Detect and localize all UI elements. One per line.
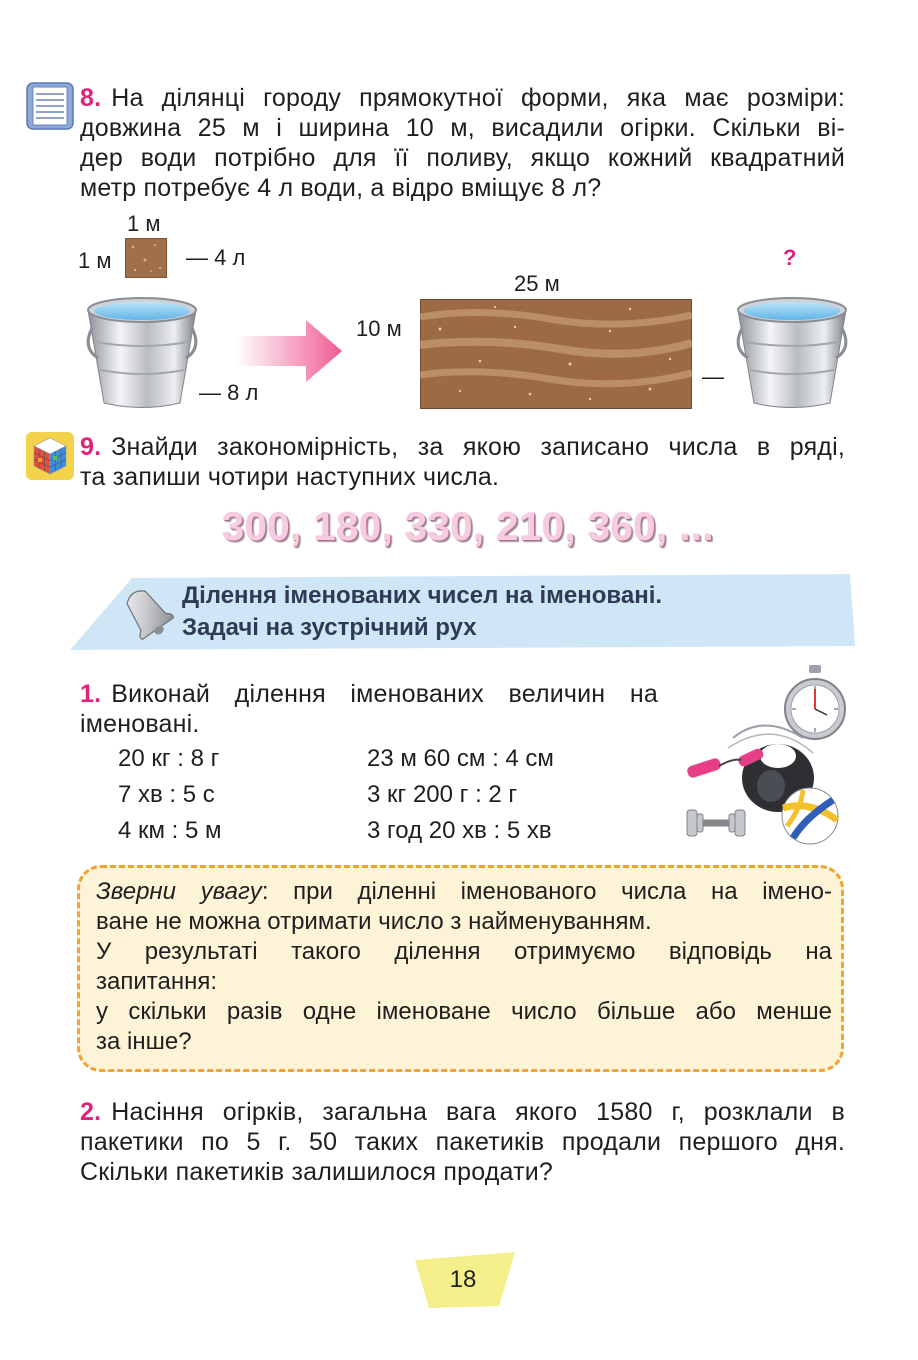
question-mark: ?	[783, 245, 797, 270]
rect-width-label: 10 м	[356, 316, 402, 341]
expression: 3 год 20 хв : 5 хв	[367, 817, 552, 844]
square-top-label: 1 м	[127, 211, 161, 236]
arrow-icon	[236, 318, 346, 384]
task1-column-1	[118, 741, 222, 849]
bell-icon	[116, 582, 178, 644]
note-text: Зверни увагу: при діленні іменованого числа на імено- ване не можна отримати число з найменуванням. У результаті такого ділення отримуємо відповідь на запитання: у скільки разів одне іменоване число більше або менше за інше?	[96, 878, 832, 1055]
task8-text: 8. На ділянці городу прямокутної форми, яка має розміри: довжина 25 м і ширина 10 м, висадили огірки. Скільки ві- дер води потрібно для її поливу, якщо кожний квадратний метр потребує 4 л води, а відро вміщує 8 л?	[80, 84, 845, 202]
page-number-tab	[415, 1252, 519, 1308]
task9-text: 9. Знайди закономірність, за якою записано числа в ряді, та запиши чотири наступних числа.	[80, 433, 845, 491]
task1-number: 1.	[80, 680, 102, 708]
sports-equipment-icon	[683, 708, 843, 846]
rect-dash: —	[702, 364, 724, 389]
expression: 23 м 60 см : 4 см	[367, 745, 554, 772]
rubiks-cube-icon	[26, 432, 74, 480]
rect-length-label: 25 м	[514, 271, 560, 296]
soil-field	[420, 299, 692, 409]
expression: 7 хв : 5 с	[118, 781, 215, 808]
number-sequence: 300, 180, 330, 210, 360, ...	[222, 505, 715, 549]
square-water-label: — 4 л	[186, 245, 246, 270]
task2-text: 2. Насіння огірків, загальна вага якого 1580 г, розклали в пакетики по 5 г. 50 таких пакетиків продали першого дня. Скільки пакетиків залишилося продати?	[80, 1098, 845, 1186]
page-number: 18	[449, 1266, 477, 1293]
expression: 4 км : 5 м	[118, 817, 222, 844]
soil-square	[125, 238, 167, 278]
task9-number: 9.	[80, 433, 102, 461]
square-left-label: 1 м	[78, 248, 112, 273]
task2-number: 2.	[80, 1098, 102, 1126]
bucket-icon	[78, 288, 206, 413]
task1-text: 1. Виконай ділення іменованих величин на іменовані.	[80, 680, 658, 738]
banner-title: Ділення іменованих чисел на іменовані. Задачі на зустрічний рух	[182, 582, 663, 641]
expression: 20 кг : 8 г	[118, 745, 220, 772]
task8-number: 8.	[80, 84, 102, 112]
notebook-icon	[26, 82, 74, 130]
bucket-icon	[728, 288, 856, 413]
bucket-volume-label: — 8 л	[199, 380, 259, 405]
task1-column-2	[367, 741, 554, 849]
note-emphasis: Зверни увагу	[96, 878, 262, 905]
expression: 3 кг 200 г : 2 г	[367, 781, 518, 808]
